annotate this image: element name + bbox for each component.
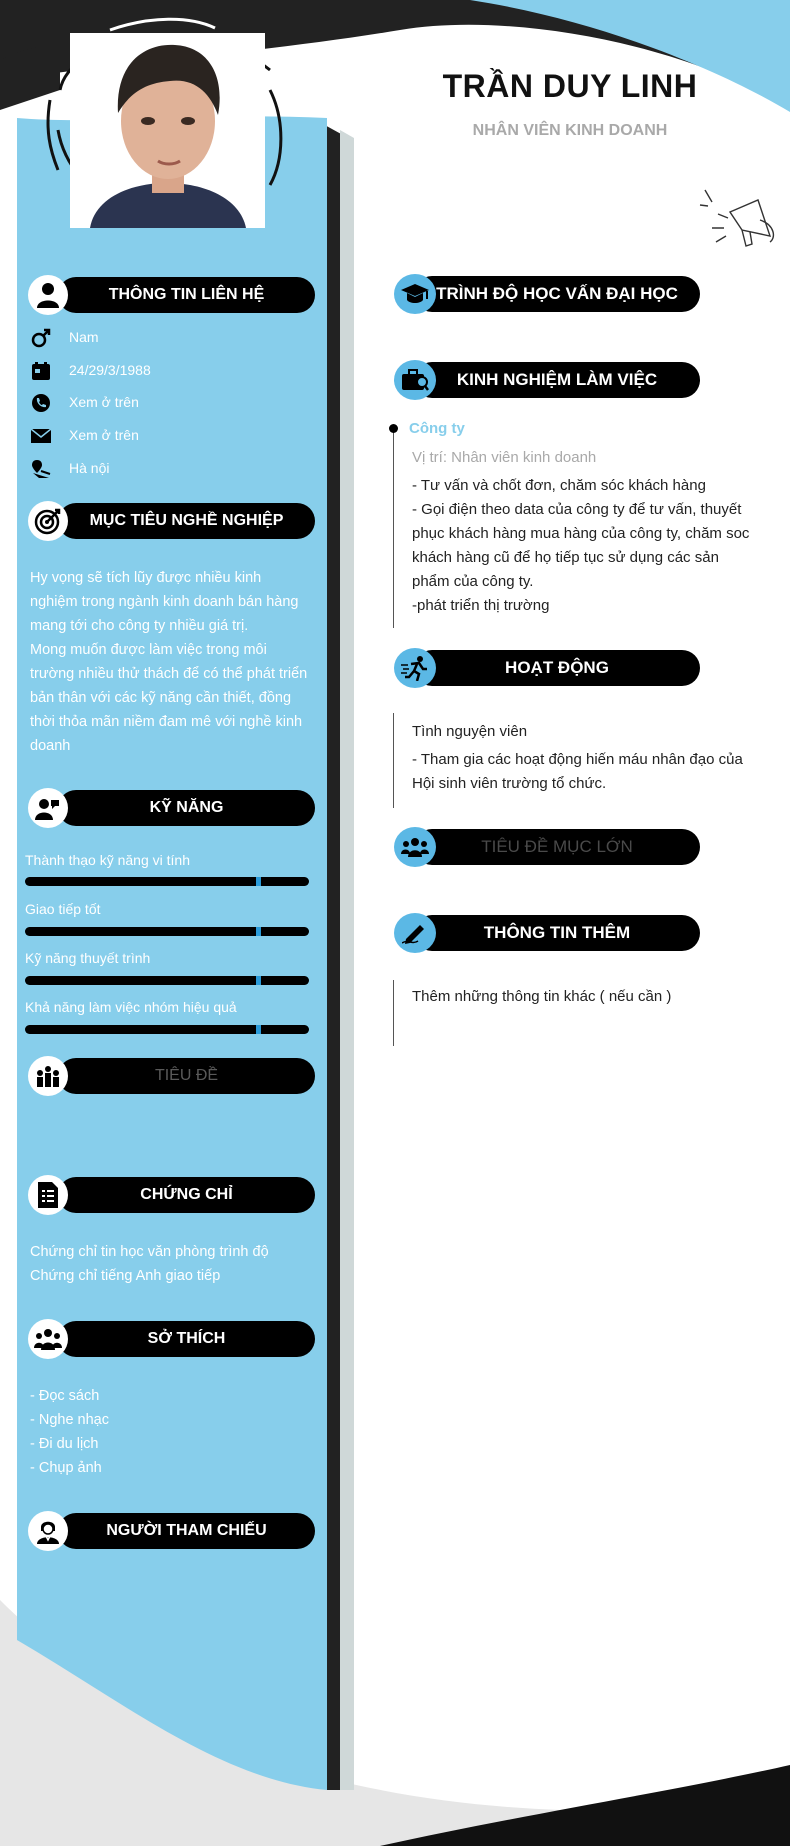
contact-email: Xem ở trên — [69, 427, 139, 443]
calendar-icon — [30, 360, 52, 382]
job-title: NHÂN VIÊN KINH DOANH — [472, 122, 668, 139]
hobby-item: - Nghe nhạc — [30, 1412, 109, 1428]
skills-icon — [28, 788, 68, 828]
more-info-timeline — [393, 980, 394, 1046]
candidate-name: TRẦN DUY LINH — [442, 68, 698, 104]
skill-label: Khả năng làm việc nhóm hiệu quả — [25, 999, 237, 1015]
certificates-list — [30, 1240, 269, 1288]
hobby-item: - Chụp ảnh — [30, 1460, 102, 1476]
objective-title: MỤC TIÊU NGHỀ NGHIỆP — [58, 503, 315, 539]
contact-heading — [28, 277, 315, 313]
people-icon — [28, 1319, 68, 1359]
skill-bar — [25, 1025, 309, 1034]
experience-timeline — [393, 428, 394, 628]
experience-company: Công ty — [409, 420, 465, 437]
more-info-title: THÔNG TIN THÊM — [414, 915, 700, 951]
activities-timeline — [393, 713, 394, 808]
experience-heading — [394, 360, 700, 400]
contact-phone: Xem ở trên — [69, 394, 139, 410]
activities-heading — [394, 648, 700, 688]
certificates-title: CHỨNG CHỈ — [58, 1177, 315, 1213]
hobbies-list — [30, 1384, 109, 1480]
skill-label: Kỹ năng thuyết trình — [25, 950, 151, 966]
big-section-heading — [394, 827, 700, 867]
certificate-item: Chứng chỉ tin học văn phòng trình độ — [30, 1244, 269, 1260]
activities-title: HOẠT ĐỘNG — [414, 650, 700, 686]
education-title: TRÌNH ĐỘ HỌC VẤN ĐẠI HỌC — [414, 276, 700, 312]
location-icon — [30, 458, 52, 480]
target-icon — [28, 501, 68, 541]
reference-person-icon — [28, 1511, 68, 1551]
skill-bar — [25, 976, 309, 985]
experience-details: - Tư vấn và chốt đơn, chăm sóc khách hàng - Gọi điện theo data của công ty để tư vấn, thuyết phục khách hàng mua hàng của công ty, chăm soc khách hàng cũ để họ tiếp tục sử dụng các sản phẩm của công ty. -phát triển thị trường — [412, 477, 750, 614]
contact-item — [30, 458, 110, 480]
contact-address: Hà nội — [69, 460, 110, 476]
contact-birthday: 24/29/3/1988 — [69, 362, 151, 378]
person-icon — [28, 275, 68, 315]
timeline-dot — [389, 424, 398, 433]
briefcase-icon — [394, 360, 436, 400]
hobby-item: - Đọc sách — [30, 1388, 100, 1404]
skill-label: Thành thạo kỹ năng vi tính — [25, 852, 190, 868]
running-icon — [394, 648, 436, 688]
skill-label: Giao tiếp tốt — [25, 901, 101, 917]
contact-item — [30, 360, 151, 382]
skill-bar — [25, 927, 309, 936]
skill-level-marker — [256, 927, 261, 936]
skill-level-marker — [256, 877, 261, 886]
experience-position: Vị trí: Nhân viên kinh doanh — [412, 449, 597, 466]
skill-level-marker — [256, 976, 261, 985]
contact-item — [30, 392, 139, 414]
hobby-item: - Đi du lịch — [30, 1436, 99, 1452]
education-heading — [394, 274, 700, 314]
contact-item — [30, 327, 99, 349]
references-heading — [28, 1513, 315, 1549]
objective-text: Hy vọng sẽ tích lũy được nhiều kinh nghiệm trong ngành kinh doanh bán hàng mang tới cho công ty nhiều giá trị. Mong muốn được làm việc trong môi trường nhiều thử thách để có thể phát triển bản thân với các kỹ năng cần thiết, đồng thời thỏa mãn niềm đam mê với nghề kinh doanh — [30, 570, 308, 754]
contact-title: THÔNG TIN LIÊN HỆ — [58, 277, 315, 313]
certificates-heading — [28, 1177, 315, 1213]
more-info-text: Thêm những thông tin khác ( nếu cần ) — [412, 988, 672, 1005]
pen-icon — [394, 913, 436, 953]
skills-title: KỸ NĂNG — [58, 790, 315, 826]
mail-icon — [30, 425, 52, 447]
references-title: NGƯỜI THAM CHIẾU — [58, 1513, 315, 1549]
skill-bar — [25, 877, 309, 886]
certificate-item: Chứng chỉ tiếng Anh giao tiếp — [30, 1268, 221, 1284]
hobbies-title: SỞ THÍCH — [58, 1321, 315, 1357]
male-icon — [30, 327, 52, 349]
big-section-title: TIÊU ĐỀ MỤC LỚN — [414, 829, 700, 865]
objective-heading — [28, 503, 315, 539]
contact-item — [30, 425, 139, 447]
group-icon — [28, 1056, 68, 1096]
graduation-cap-icon — [394, 274, 436, 314]
hobbies-heading — [28, 1321, 315, 1357]
activities-role: Tình nguyện viên — [412, 723, 528, 740]
extra-left-heading — [28, 1058, 315, 1094]
contact-gender: Nam — [69, 329, 99, 345]
phone-icon — [30, 392, 52, 414]
activities-details: - Tham gia các hoạt động hiến máu nhân đạo của Hội sinh viên trường tổ chức. — [412, 751, 743, 792]
document-icon — [28, 1175, 68, 1215]
skills-heading — [28, 790, 315, 826]
more-info-heading — [394, 913, 700, 953]
extra-left-title: TIÊU ĐỀ — [58, 1058, 315, 1094]
users-icon — [394, 827, 436, 867]
experience-title: KINH NGHIỆM LÀM VIỆC — [414, 362, 700, 398]
skill-level-marker — [256, 1025, 261, 1034]
megaphone-icon — [700, 190, 773, 246]
profile-photo — [70, 33, 265, 228]
